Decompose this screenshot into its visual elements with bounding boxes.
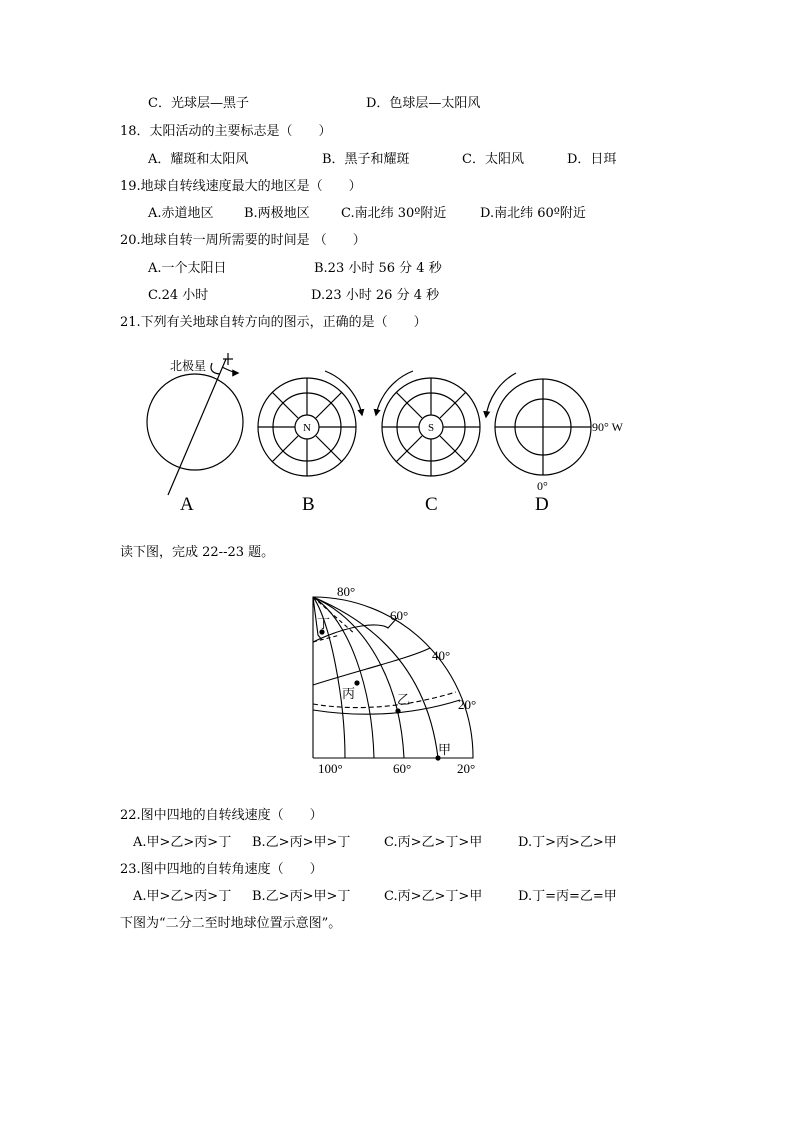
q22-option-d: D.丁>丙>乙>甲 xyxy=(518,835,617,850)
q18-option-a: A．耀斑和太阳风 xyxy=(148,152,249,167)
q22-option-b: B.乙>丙>甲>丁 xyxy=(252,835,351,850)
option-a-diagram xyxy=(147,353,243,495)
q20-option-d: D.23 小时 26 分 4 秒 xyxy=(311,288,440,303)
q18-option-c: C．太阳风 xyxy=(462,152,524,167)
q23-option-d: D.丁=丙=乙=甲 xyxy=(518,889,617,904)
q22-stem: 22.图中四地的自转线速度（ ） xyxy=(120,808,323,823)
option-c-label: C xyxy=(425,494,438,515)
lon-20-label: 20° xyxy=(457,761,476,776)
q23-option-c: C.丙>乙>丁>甲 xyxy=(384,889,483,904)
q18-option-d: D．日珥 xyxy=(567,152,617,167)
q19-option-c: C.南北纬 30º附近 xyxy=(341,206,447,221)
q18-option-b: B．黑子和耀斑 xyxy=(322,152,410,167)
point-yi-label: 乙 xyxy=(397,692,411,707)
south-pole-label: S xyxy=(427,422,435,434)
lon-100-label: 100° xyxy=(318,761,343,776)
point-bing-label: 丙 xyxy=(342,686,356,701)
map-points xyxy=(319,629,440,760)
q19-option-b: B.两极地区 xyxy=(244,206,310,221)
q23-stem: 23.图中四地的自转角速度（ ） xyxy=(120,862,323,877)
lat-60-label: 60° xyxy=(390,608,409,623)
option-d-diagram xyxy=(486,373,591,475)
point-ding-label: 丁 xyxy=(317,616,331,631)
q18-stem: 18．太阳活动的主要标志是（ ） xyxy=(120,124,332,139)
q19-option-a: A.赤道地区 xyxy=(148,206,214,221)
lat-20-label: 20° xyxy=(458,697,477,712)
q23-option-a: A.甲>乙>丙>丁 xyxy=(133,889,232,904)
q17-option-d: D．色球层—太阳风 xyxy=(366,96,481,111)
next-figure-caption: 下图为“二分二至时地球位置示意图”。 xyxy=(120,916,342,931)
earth-rotation-figure xyxy=(130,345,650,520)
q17-option-c: C．光球层—黑子 xyxy=(148,96,249,111)
q20-stem: 20.地球自转一周所需要的时间是 （ ） xyxy=(120,233,366,248)
polaris-label: 北极星 xyxy=(170,359,207,373)
q22-option-c: C.丙>乙>丁>甲 xyxy=(384,835,483,850)
lon-60-label: 60° xyxy=(393,761,412,776)
graticule-map xyxy=(300,580,500,780)
q23-option-b: B.乙>丙>甲>丁 xyxy=(252,889,351,904)
lon-90w-label: 90° W xyxy=(592,420,623,434)
q19-option-d: D.南北纬 60º附近 xyxy=(480,206,586,221)
option-b-label: B xyxy=(302,494,315,515)
north-pole-label: N xyxy=(303,422,311,434)
q20-option-a: A.一个太阳日 xyxy=(148,261,227,276)
option-a-label: A xyxy=(180,494,194,515)
option-d-label: D xyxy=(535,494,549,515)
q20-option-b: B.23 小时 56 分 4 秒 xyxy=(314,261,442,276)
lat-40-label: 40° xyxy=(432,648,451,663)
q21-stem: 21.下列有关地球自转方向的图示，正确的是（ ） xyxy=(120,315,427,330)
lat-80-label: 80° xyxy=(337,584,356,599)
lon-0-label: 0° xyxy=(537,479,548,493)
point-jia-label: 甲 xyxy=(438,742,452,757)
intro-22-23: 读下图，完成 22--23 题。 xyxy=(120,545,275,560)
q20-option-c: C.24 小时 xyxy=(148,288,209,303)
q19-stem: 19.地球自转线速度最大的地区是（ ） xyxy=(120,179,362,194)
q22-option-a: A.甲>乙>丙>丁 xyxy=(133,835,232,850)
